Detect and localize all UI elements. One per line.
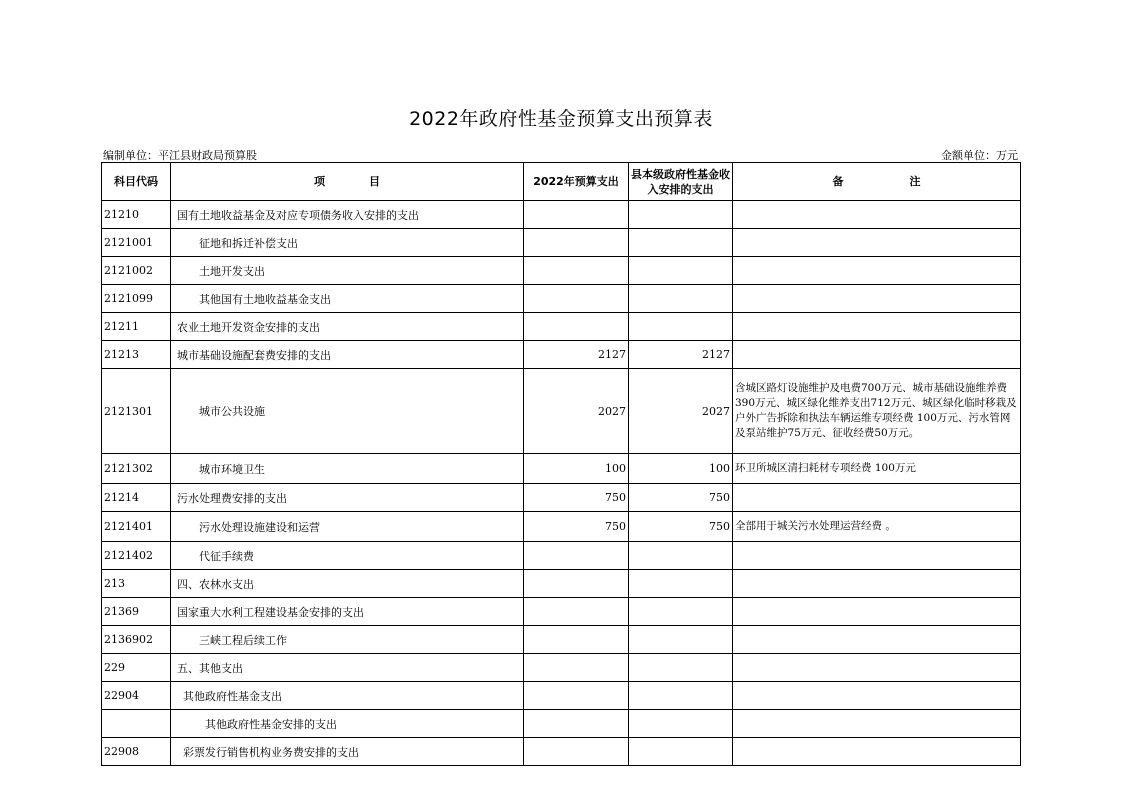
note-cell [733, 257, 1021, 285]
item-cell: 城市基础设施配套费安排的支出 [171, 341, 524, 369]
code-cell: 22904 [102, 682, 171, 710]
county-cell: 750 [629, 512, 733, 542]
header-note: 备 注 [733, 163, 1021, 201]
note-cell [733, 682, 1021, 710]
note-cell [733, 285, 1021, 313]
table-row [102, 654, 1021, 682]
table-row [102, 454, 1021, 484]
header-budget: 2022年预算支出 [524, 163, 629, 201]
budget-cell: 750 [524, 484, 629, 512]
table-row [102, 285, 1021, 313]
county-cell: 100 [629, 454, 733, 484]
table-row [102, 484, 1021, 512]
item-cell: 污水处理费安排的支出 [171, 484, 524, 512]
item-cell: 农业土地开发资金安排的支出 [171, 313, 524, 341]
item-cell: 土地开发支出 [171, 257, 524, 285]
budget-cell: 2027 [524, 369, 629, 454]
item-cell: 五、其他支出 [171, 654, 524, 682]
table-row [102, 738, 1021, 766]
table-row [102, 369, 1021, 454]
budget-cell: 100 [524, 454, 629, 484]
item-cell: 征地和拆迁补偿支出 [171, 229, 524, 257]
note-cell [733, 229, 1021, 257]
budget-cell [524, 201, 629, 229]
item-cell: 污水处理设施建设和运营 [171, 512, 524, 542]
budget-cell [524, 229, 629, 257]
county-cell [629, 738, 733, 766]
county-cell [629, 570, 733, 598]
county-cell [629, 285, 733, 313]
budget-cell: 2127 [524, 341, 629, 369]
code-cell: 2121401 [102, 512, 171, 542]
code-cell: 2121402 [102, 542, 171, 570]
budget-cell [524, 285, 629, 313]
code-cell: 229 [102, 654, 171, 682]
county-cell [629, 682, 733, 710]
code-cell: 22908 [102, 738, 171, 766]
county-cell [629, 229, 733, 257]
table-row [102, 598, 1021, 626]
item-cell: 其他政府性基金安排的支出 [171, 710, 524, 738]
note-cell [733, 598, 1021, 626]
code-cell: 21214 [102, 484, 171, 512]
county-cell [629, 710, 733, 738]
note-cell [733, 570, 1021, 598]
note-cell [733, 738, 1021, 766]
table-row [102, 341, 1021, 369]
table-header-row [102, 163, 1021, 201]
header-item: 项 目 [171, 163, 524, 201]
code-cell: 2121002 [102, 257, 171, 285]
county-cell [629, 257, 733, 285]
item-cell: 城市环境卫生 [171, 454, 524, 484]
code-cell: 2121001 [102, 229, 171, 257]
page-title: 2022年政府性基金预算支出预算表 [409, 108, 713, 130]
note-cell [733, 626, 1021, 654]
compiling-unit: 编制单位：平江县财政局预算股 [103, 149, 257, 162]
note-cell [733, 654, 1021, 682]
table-row [102, 257, 1021, 285]
budget-cell [524, 542, 629, 570]
county-cell [629, 201, 733, 229]
code-cell: 2136902 [102, 626, 171, 654]
budget-cell [524, 710, 629, 738]
note-cell [733, 201, 1021, 229]
item-cell: 三峡工程后续工作 [171, 626, 524, 654]
amount-unit: 金额单位：万元 [941, 149, 1018, 162]
note-cell: 含城区路灯设施维护及电费700万元、城市基础设施维养费390万元、城区绿化维养支出712万元、城区绿化临时移栽及户外广告拆除和执法车辆运维专项经费 100万元、污水管网及泵站维护75万元、征收经费50万元。 [733, 369, 1021, 454]
budget-cell [524, 682, 629, 710]
note-cell [733, 313, 1021, 341]
item-cell: 彩票发行销售机构业务费安排的支出 [171, 738, 524, 766]
county-cell [629, 542, 733, 570]
county-cell: 2127 [629, 341, 733, 369]
code-cell: 213 [102, 570, 171, 598]
note-cell [733, 484, 1021, 512]
item-cell: 其他政府性基金支出 [171, 682, 524, 710]
code-cell: 2121302 [102, 454, 171, 484]
note-cell [733, 341, 1021, 369]
table-row [102, 626, 1021, 654]
item-cell: 代征手续费 [171, 542, 524, 570]
table-row [102, 313, 1021, 341]
item-cell: 其他国有土地收益基金支出 [171, 285, 524, 313]
county-cell [629, 626, 733, 654]
budget-cell [524, 313, 629, 341]
code-cell: 21213 [102, 341, 171, 369]
budget-cell [524, 654, 629, 682]
code-cell [102, 710, 171, 738]
note-cell [733, 710, 1021, 738]
budget-cell [524, 626, 629, 654]
header-code: 科目代码 [102, 163, 171, 201]
note-cell [733, 542, 1021, 570]
header-county: 县本级政府性基金收入安排的支出 [629, 163, 733, 201]
county-cell [629, 598, 733, 626]
table-row [102, 542, 1021, 570]
table-row [102, 512, 1021, 542]
budget-cell: 750 [524, 512, 629, 542]
budget-cell [524, 598, 629, 626]
county-cell: 750 [629, 484, 733, 512]
table-row [102, 682, 1021, 710]
note-cell: 全部用于城关污水处理运营经费 。 [733, 512, 1021, 542]
code-cell: 21210 [102, 201, 171, 229]
item-cell: 国家重大水利工程建设基金安排的支出 [171, 598, 524, 626]
table-row [102, 229, 1021, 257]
note-cell: 环卫所城区清扫耗材专项经费 100万元 [733, 454, 1021, 484]
item-cell: 国有土地收益基金及对应专项债务收入安排的支出 [171, 201, 524, 229]
county-cell: 2027 [629, 369, 733, 454]
table-row [102, 570, 1021, 598]
item-cell: 城市公共设施 [171, 369, 524, 454]
table-row [102, 710, 1021, 738]
item-cell: 四、农林水支出 [171, 570, 524, 598]
budget-cell [524, 257, 629, 285]
code-cell: 2121301 [102, 369, 171, 454]
code-cell: 21211 [102, 313, 171, 341]
code-cell: 21369 [102, 598, 171, 626]
code-cell: 2121099 [102, 285, 171, 313]
budget-cell [524, 738, 629, 766]
table-row [102, 201, 1021, 229]
county-cell [629, 654, 733, 682]
table-body [102, 201, 1021, 766]
budget-table [101, 162, 1021, 766]
county-cell [629, 313, 733, 341]
budget-cell [524, 570, 629, 598]
